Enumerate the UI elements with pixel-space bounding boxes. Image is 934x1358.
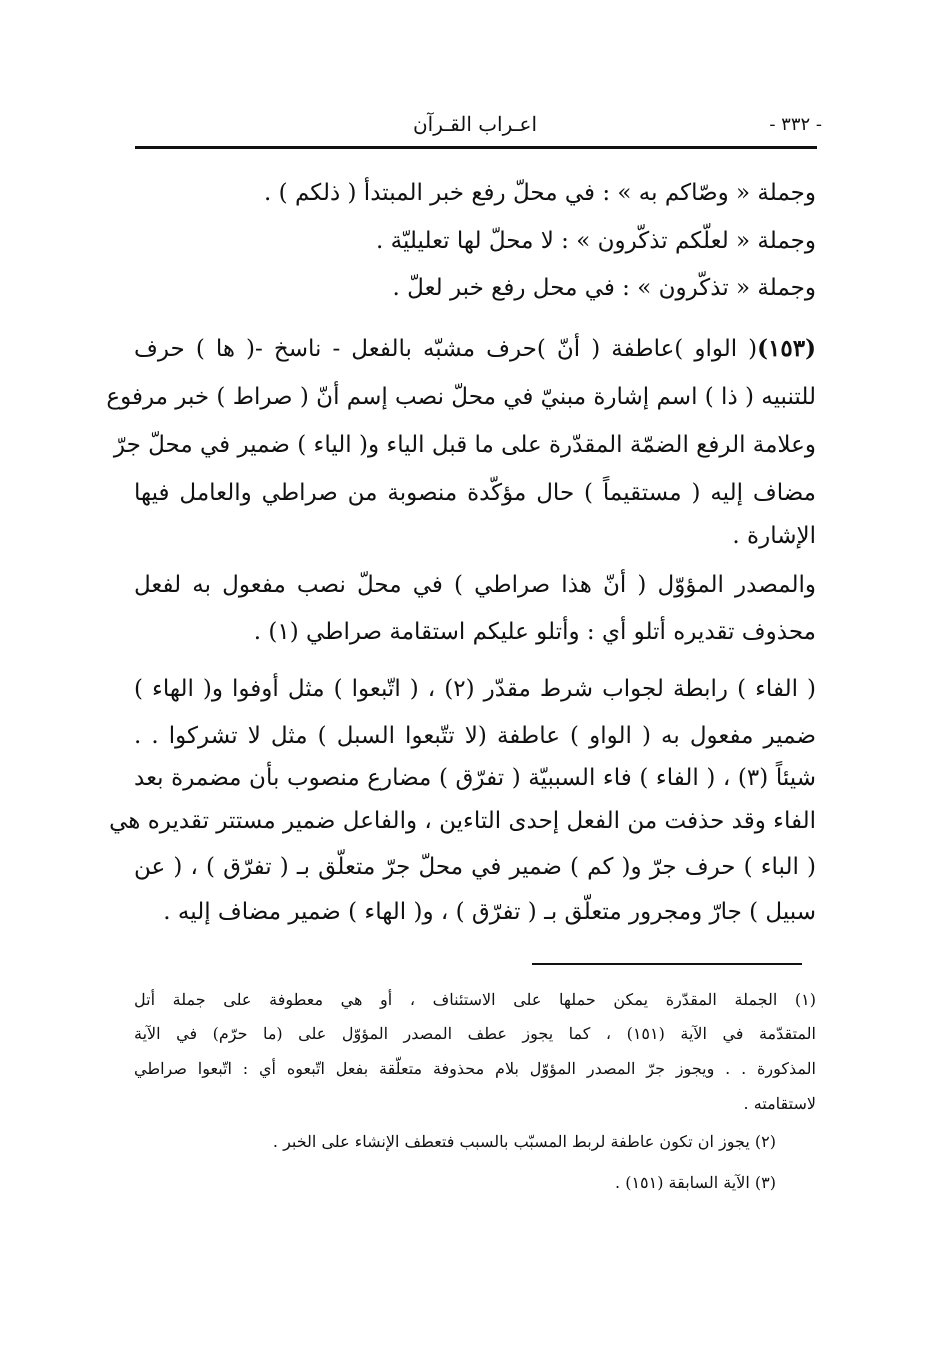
body-line-4 (134, 334, 816, 364)
running-header-title: اعـراب القـرآن (412, 112, 538, 136)
body-line-9: والمصدر المؤوّل ( أنّ هذا صراطي ) في محلّ نصب مفعول به لفعل (134, 572, 816, 598)
footnote-1-line-1: (١) الجملة المقدّرة يمكن حملها على الاستئناف ، أو هي معطوفة على جملة أتل (134, 990, 816, 1009)
verse-number: (١٥٣) (757, 335, 816, 362)
body-line-5: للتنبيه ( ذا ) اسم إشارة مبنيّ في محلّ نصب إسم أنّ ( صراط ) خبر مرفوع (106, 384, 816, 410)
footnote-1-line-2: المتقدّمة في الآية (١٥١) ، كما يجوز عطف المصدر المؤوّل على (ما حرّم) في الآية (134, 1024, 816, 1043)
body-line-6: وعلامة الرفع الضمّة المقدّرة على ما قبل الياء و( الياء ) ضمير في محلّ جرّ (113, 432, 816, 458)
header-rule (135, 146, 817, 149)
page-number: - ٣٣٢ - (769, 114, 822, 135)
footnote-3: (٣) الآية السابقة (١٥١) . (615, 1173, 776, 1192)
body-line-4-text: ( الواو )عاطفة ( أنّ )حرف مشبّه بالفعل - ناسخ -( ها ) حرف (134, 336, 758, 362)
body-line-14: الفاء وقد حذفت من الفعل إحدى التاءين ، والفاعل ضمير مستتر تقديره هي (109, 808, 816, 834)
footnote-1-line-3: المذكورة . . ويجوز جرّ المصدر المؤوّل بلام محذوفة متعلّقة بفعل اتّبعوه أي : اتّبعوا صراطي (134, 1059, 817, 1078)
body-line-13: شيئاً (٣) ، ( الفاء ) فاء السببيّة ( تفرّق ) مضارع منصوب بأن مضمرة بعد (134, 765, 816, 791)
body-line-16: سبيل ) جارّ ومجرور متعلّق بـ ( تفرّق ) ، و( الهاء ) ضمير مضاف إليه . (163, 899, 816, 925)
body-line-15: ( الباء ) حرف جرّ و( كم ) ضمير في محلّ جرّ متعلّق بـ ( تفرّق ) ، ( عن (134, 854, 816, 880)
body-line-11: ( الفاء ) رابطة لجواب شرط مقدّر (٢) ، ( اتّبعوا ) مثل أوفوا و( الهاء ) (134, 676, 816, 702)
body-line-12: ضمير مفعول به ( الواو ) عاطفة (لا تتّبعوا السبل ) مثل لا تشركوا . . (134, 723, 816, 749)
footnote-2: (٢) يجوز ان تكون عاطفة لربط المسبّب بالسبب فتعطف الإنشاء على الخبر . (272, 1132, 776, 1151)
body-line-10: محذوف تقديره أتلو أي : وأتلو عليكم استقامة صراطي (١) . (253, 619, 816, 645)
footnote-1-line-4: لاستقامته . (743, 1094, 816, 1113)
body-line-2: وجملة « لعلّكم تذكّرون » : لا محلّ لها تعليليّة . (376, 228, 816, 254)
body-line-1: وجملة « وصّاكم به » : في محلّ رفع خبر المبتدأ ( ذلكم ) . (264, 180, 816, 206)
body-line-7: مضاف إليه ( مستقيماً ) حال مؤكّدة منصوبة من صراطي والعامل فيها (134, 480, 816, 506)
footnote-separator (532, 963, 802, 965)
body-line-3: وجملة « تذكّرون » : في محل رفع خبر لعلّ . (392, 275, 816, 301)
body-line-8: الإشارة . (732, 523, 816, 549)
